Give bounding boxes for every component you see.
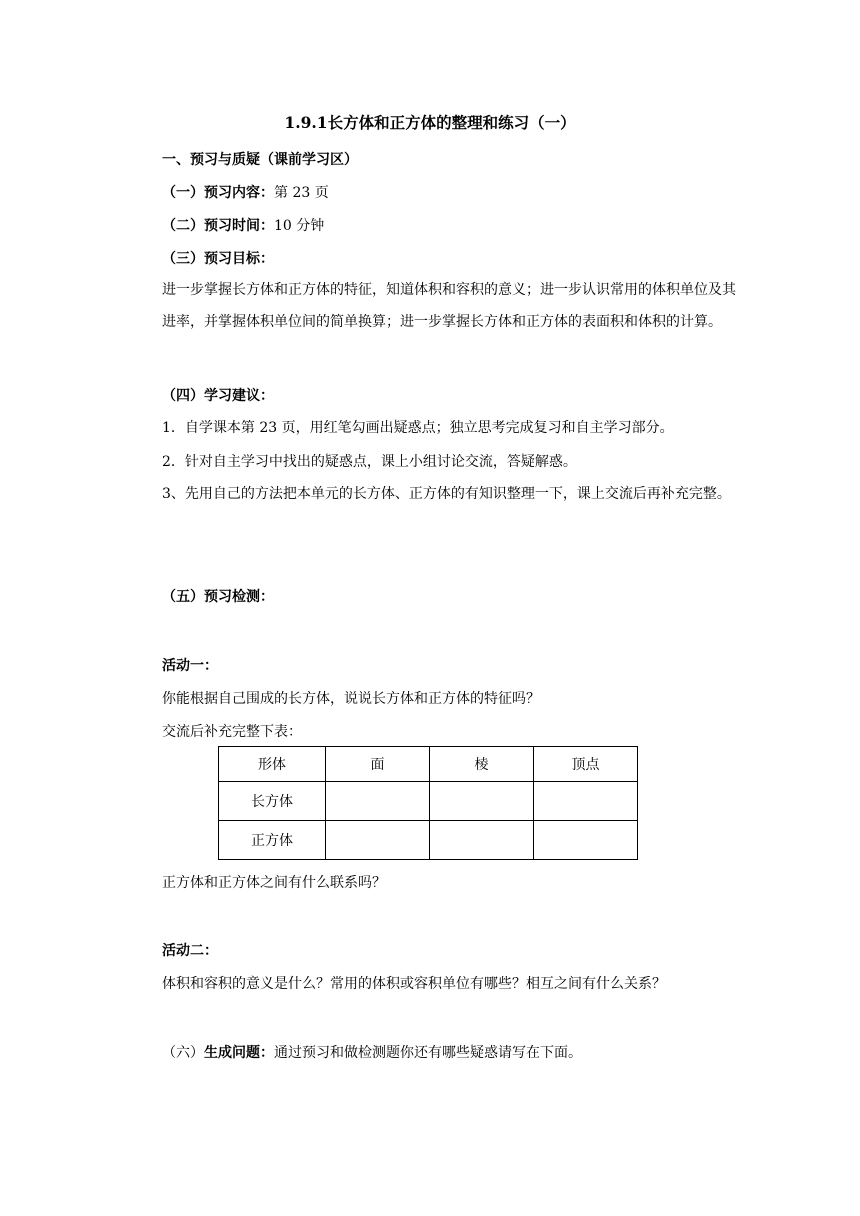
preview-content-line: [162, 182, 329, 202]
table-cell-blank[interactable]: [430, 821, 534, 860]
generate-question-prefix: （六）: [162, 1045, 204, 1061]
table-cell-blank[interactable]: [534, 821, 638, 860]
table-cell-shape: 长方体: [219, 782, 326, 821]
activity-one-instruction: 交流后补充完整下表：: [162, 724, 302, 740]
preview-time-line: [162, 215, 324, 235]
table-cell-blank[interactable]: [534, 782, 638, 821]
advice-item-1: 1．自学课本第 23 页，用红笔勾画出疑惑点；独立思考完成复习和自主学习部分。: [162, 420, 674, 436]
study-advice-label: （四）学习建议：: [162, 388, 274, 404]
table-header-cell: 顶点: [534, 747, 638, 782]
table-cell-blank[interactable]: [430, 782, 534, 821]
table-cell-blank[interactable]: [326, 782, 430, 821]
generate-question-text: 通过预习和做检测题你还有哪些疑惑请写在下面。: [274, 1045, 582, 1061]
table-header-row: [219, 747, 638, 782]
preview-check-label: （五）预习检测：: [162, 589, 274, 605]
table-header-cell: 棱: [430, 747, 534, 782]
table-row: [219, 821, 638, 860]
preview-content-value: 第 23 页: [274, 185, 329, 201]
generate-question-line: [162, 1042, 582, 1062]
preview-goal-label: （三）预习目标：: [162, 251, 274, 267]
activity-one-followup: 正方体和正方体之间有什么联系吗？: [162, 875, 386, 891]
section-preview-heading: 一、预习与质疑（课前学习区）: [162, 152, 358, 168]
table-header-cell: 面: [326, 747, 430, 782]
table-cell-shape: 正方体: [219, 821, 326, 860]
activity-two-question: 体积和容积的意义是什么？常用的体积或容积单位有哪些？相互之间有什么关系？: [162, 976, 666, 992]
advice-item-3: 3、先用自己的方法把本单元的长方体、正方体的有知识整理一下，课上交流后再补充完整。: [162, 486, 731, 502]
document-title: 1.9.1长方体和正方体的整理和练习（一）: [284, 113, 576, 132]
generate-question-label: 生成问题：: [204, 1045, 274, 1061]
activity-two-label: 活动二：: [162, 943, 218, 959]
activity-one-question: 你能根据自己围成的长方体，说说长方体和正方体的特征吗？: [162, 691, 540, 707]
preview-time-label: （二）预习时间：: [162, 218, 274, 234]
shape-features-table: [218, 746, 638, 860]
table-header-cell: 形体: [219, 747, 326, 782]
table-cell-blank[interactable]: [326, 821, 430, 860]
preview-time-value: 10 分钟: [274, 218, 325, 234]
preview-goal-text: 进一步掌握长方体和正方体的特征，知道体积和容积的意义；进一步认识常用的体积单位及其进率，并掌握体积单位间的简单换算；进一步掌握长方体和正方体的表面积和体积的计算。: [162, 282, 736, 330]
preview-content-label: （一）预习内容：: [162, 185, 274, 201]
activity-one-label: 活动一：: [162, 658, 218, 674]
advice-item-2: 2．针对自主学习中找出的疑惑点，课上小组讨论交流，答疑解惑。: [162, 454, 577, 470]
table-row: [219, 782, 638, 821]
